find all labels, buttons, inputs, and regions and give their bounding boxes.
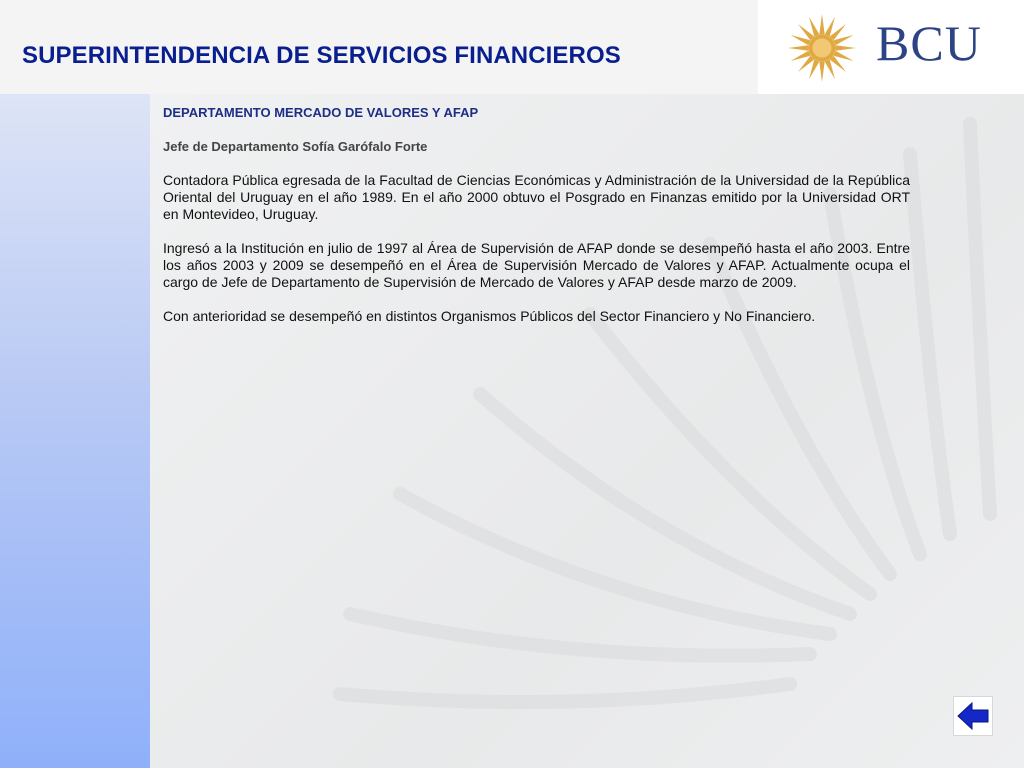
paragraph-previous: Con anterioridad se desempeñó en distintos Organismos Públicos del Sector Financiero y No Financiero. <box>163 308 816 324</box>
chief-name: Jefe de Departamento Sofía Garófalo Forte <box>163 139 428 154</box>
bcu-logo-text: BCU <box>876 15 982 71</box>
paragraph-education: Contadora Pública egresada de la Facultad de Ciencias Económicas y Administración de la Universidad de la República Oriental del Uruguay en el año 1989. En el año 2000 obtuvo el Posgrado en Finanzas emitido por la Universidad ORT en Montevideo, Uruguay. <box>163 172 910 222</box>
left-decorative-band <box>0 94 150 768</box>
bcu-logo <box>758 0 1024 94</box>
back-arrow-icon <box>957 702 989 730</box>
department-heading: DEPARTAMENTO MERCADO DE VALORES Y AFAP <box>163 105 479 120</box>
header-bar <box>0 0 1024 94</box>
biography-text <box>163 104 910 325</box>
page-title: SUPERINTENDENCIA DE SERVICIOS FINANCIEROS <box>22 42 621 69</box>
sun-emblem-icon <box>788 14 856 82</box>
back-button[interactable] <box>954 697 992 735</box>
paragraph-career: Ingresó a la Institución en julio de 1997 al Área de Supervisión de AFAP donde se desempeñó hasta el año 2003. Entre los años 2003 y 2009 se desempeñó en el Área de Supervisión Mercado de Valores y AFAP. Actualmente ocupa el cargo de Jefe de Departamento de Supervisión de Mercado de Valores y AFAP desde marzo de 2009. <box>163 240 910 290</box>
